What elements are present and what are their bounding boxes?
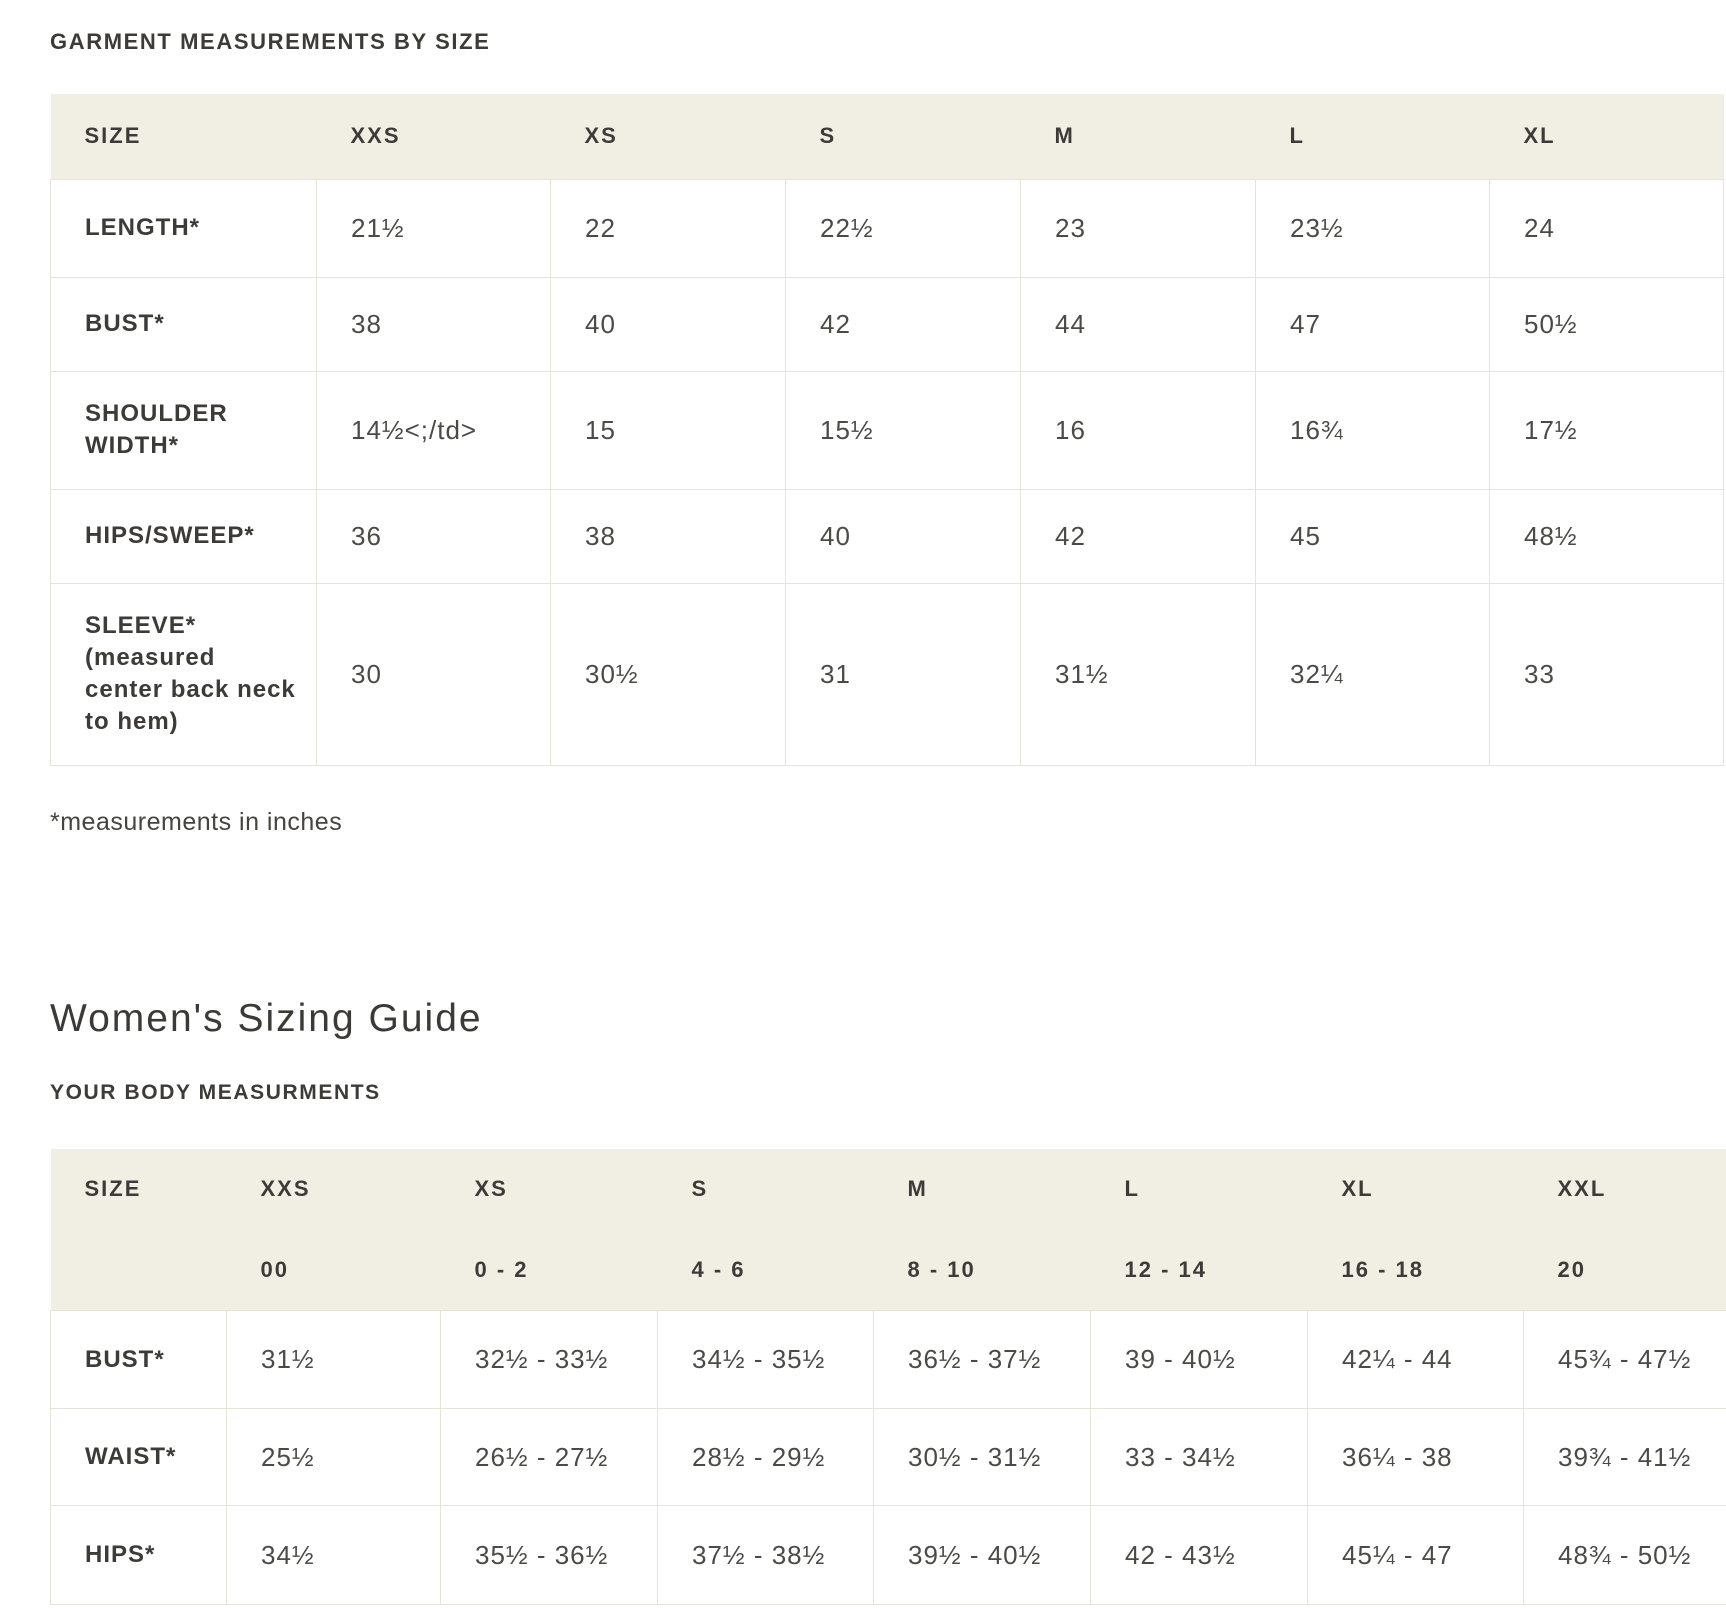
measurement-cell: 16	[1021, 371, 1256, 489]
row-label: BUST*	[51, 277, 317, 371]
col-header-s: S	[786, 94, 1021, 179]
measurement-cell: 36¼ - 38	[1308, 1409, 1524, 1506]
garment-measurements-table	[50, 94, 1724, 766]
numeric-size-cell: 00	[227, 1230, 441, 1311]
body-measurements-table	[50, 1149, 1726, 1606]
col-header-l: L	[1091, 1149, 1308, 1230]
measurement-cell: 42 - 43½	[1091, 1506, 1308, 1605]
size-column-header: SIZE	[51, 1149, 227, 1230]
table-row	[51, 1311, 1726, 1409]
numeric-size-cell: 20	[1524, 1230, 1726, 1311]
measurement-cell: 44	[1021, 277, 1256, 371]
measurement-cell: 30½	[551, 583, 786, 765]
measurement-cell: 21½	[317, 179, 551, 277]
measurement-cell: 38	[551, 489, 786, 583]
numeric-size-cell	[51, 1230, 227, 1311]
measurement-cell: 37½ - 38½	[658, 1506, 874, 1605]
size-guide-page	[0, 29, 1726, 1624]
measurement-cell: 39 - 40½	[1091, 1311, 1308, 1409]
measurement-cell: 23½	[1256, 179, 1490, 277]
measurement-cell: 17½	[1490, 371, 1724, 489]
col-header-xl: XL	[1490, 94, 1724, 179]
measurement-cell: 45¾ - 47½	[1524, 1311, 1726, 1409]
col-header-xxs: XXS	[227, 1149, 441, 1230]
body-measurements-table-container	[50, 1149, 1726, 1606]
col-header-xxl: XXL	[1524, 1149, 1726, 1230]
measurement-cell: 25½	[227, 1409, 441, 1506]
measurement-cell: 33	[1490, 583, 1724, 765]
measurement-cell: 50½	[1490, 277, 1724, 371]
numeric-size-cell: 16 - 18	[1308, 1230, 1524, 1311]
row-label: BUST*	[51, 1311, 227, 1409]
row-label-note: (measured center back neck to hem)	[85, 644, 296, 735]
row-label	[51, 583, 317, 765]
measurement-cell: 22½	[786, 179, 1021, 277]
measurement-cell: 30½ - 31½	[874, 1409, 1091, 1506]
measurement-cell: 23	[1021, 179, 1256, 277]
table-row	[51, 1409, 1726, 1506]
measurement-cell: 30	[317, 583, 551, 765]
measurement-cell: 16¾	[1256, 371, 1490, 489]
measurement-cell: 47	[1256, 277, 1490, 371]
col-header-s: S	[658, 1149, 874, 1230]
measurement-cell: 26½ - 27½	[441, 1409, 658, 1506]
measurement-cell: 40	[551, 277, 786, 371]
measurement-cell: 34½ - 35½	[658, 1311, 874, 1409]
table-row	[51, 1506, 1726, 1605]
row-label-main: SLEEVE*	[85, 612, 197, 639]
measurements-footnote: *measurements in inches	[50, 807, 343, 836]
garment-table-title: GARMENT MEASUREMENTS BY SIZE	[50, 29, 491, 54]
measurement-cell: 34½	[227, 1506, 441, 1605]
measurement-cell: 14½<;/td>	[317, 371, 551, 489]
measurement-cell: 42¼ - 44	[1308, 1311, 1524, 1409]
col-header-m: M	[874, 1149, 1091, 1230]
row-label: WAIST*	[51, 1409, 227, 1506]
measurement-cell: 45¼ - 47	[1308, 1506, 1524, 1605]
measurement-cell: 31	[786, 583, 1021, 765]
garment-header-row	[51, 94, 1724, 179]
table-row	[51, 583, 1724, 765]
measurement-cell: 28½ - 29½	[658, 1409, 874, 1506]
measurement-cell: 32½ - 33½	[441, 1311, 658, 1409]
measurement-cell: 24	[1490, 179, 1724, 277]
measurement-cell: 39½ - 40½	[874, 1506, 1091, 1605]
col-header-xs: XS	[551, 94, 786, 179]
sizing-guide-heading: Women's Sizing Guide	[50, 996, 483, 1040]
garment-table-container	[50, 94, 1723, 766]
size-letters-header-row	[51, 1149, 1726, 1230]
measurement-cell: 15	[551, 371, 786, 489]
measurement-cell: 42	[1021, 489, 1256, 583]
numeric-size-cell: 0 - 2	[441, 1230, 658, 1311]
col-header-xl: XL	[1308, 1149, 1524, 1230]
table-row	[51, 179, 1724, 277]
row-label: LENGTH*	[51, 179, 317, 277]
col-header-m: M	[1021, 94, 1256, 179]
measurement-cell: 31½	[227, 1311, 441, 1409]
row-label: HIPS*	[51, 1506, 227, 1605]
measurement-cell: 48¾ - 50½	[1524, 1506, 1726, 1605]
measurement-cell: 38	[317, 277, 551, 371]
measurement-cell: 22	[551, 179, 786, 277]
table-row	[51, 371, 1724, 489]
row-label: SHOULDER WIDTH*	[51, 371, 317, 489]
table-row	[51, 489, 1724, 583]
measurement-cell: 48½	[1490, 489, 1724, 583]
row-label: HIPS/SWEEP*	[51, 489, 317, 583]
col-header-xs: XS	[441, 1149, 658, 1230]
numeric-size-cell: 12 - 14	[1091, 1230, 1308, 1311]
measurement-cell: 15½	[786, 371, 1021, 489]
numeric-size-cell: 8 - 10	[874, 1230, 1091, 1311]
body-measurements-subheading: YOUR BODY MEASURMENTS	[50, 1080, 381, 1104]
col-header-l: L	[1256, 94, 1490, 179]
measurement-cell: 40	[786, 489, 1021, 583]
numeric-size-cell: 4 - 6	[658, 1230, 874, 1311]
measurement-cell: 33 - 34½	[1091, 1409, 1308, 1506]
table-row	[51, 277, 1724, 371]
numeric-sizes-header-row	[51, 1230, 1726, 1311]
col-header-xxs: XXS	[317, 94, 551, 179]
measurement-cell: 39¾ - 41½	[1524, 1409, 1726, 1506]
measurement-cell: 36	[317, 489, 551, 583]
measurement-cell: 42	[786, 277, 1021, 371]
measurement-cell: 45	[1256, 489, 1490, 583]
measurement-cell: 32¼	[1256, 583, 1490, 765]
size-column-header: SIZE	[51, 94, 317, 179]
measurement-cell: 31½	[1021, 583, 1256, 765]
measurement-cell: 35½ - 36½	[441, 1506, 658, 1605]
measurement-cell: 36½ - 37½	[874, 1311, 1091, 1409]
